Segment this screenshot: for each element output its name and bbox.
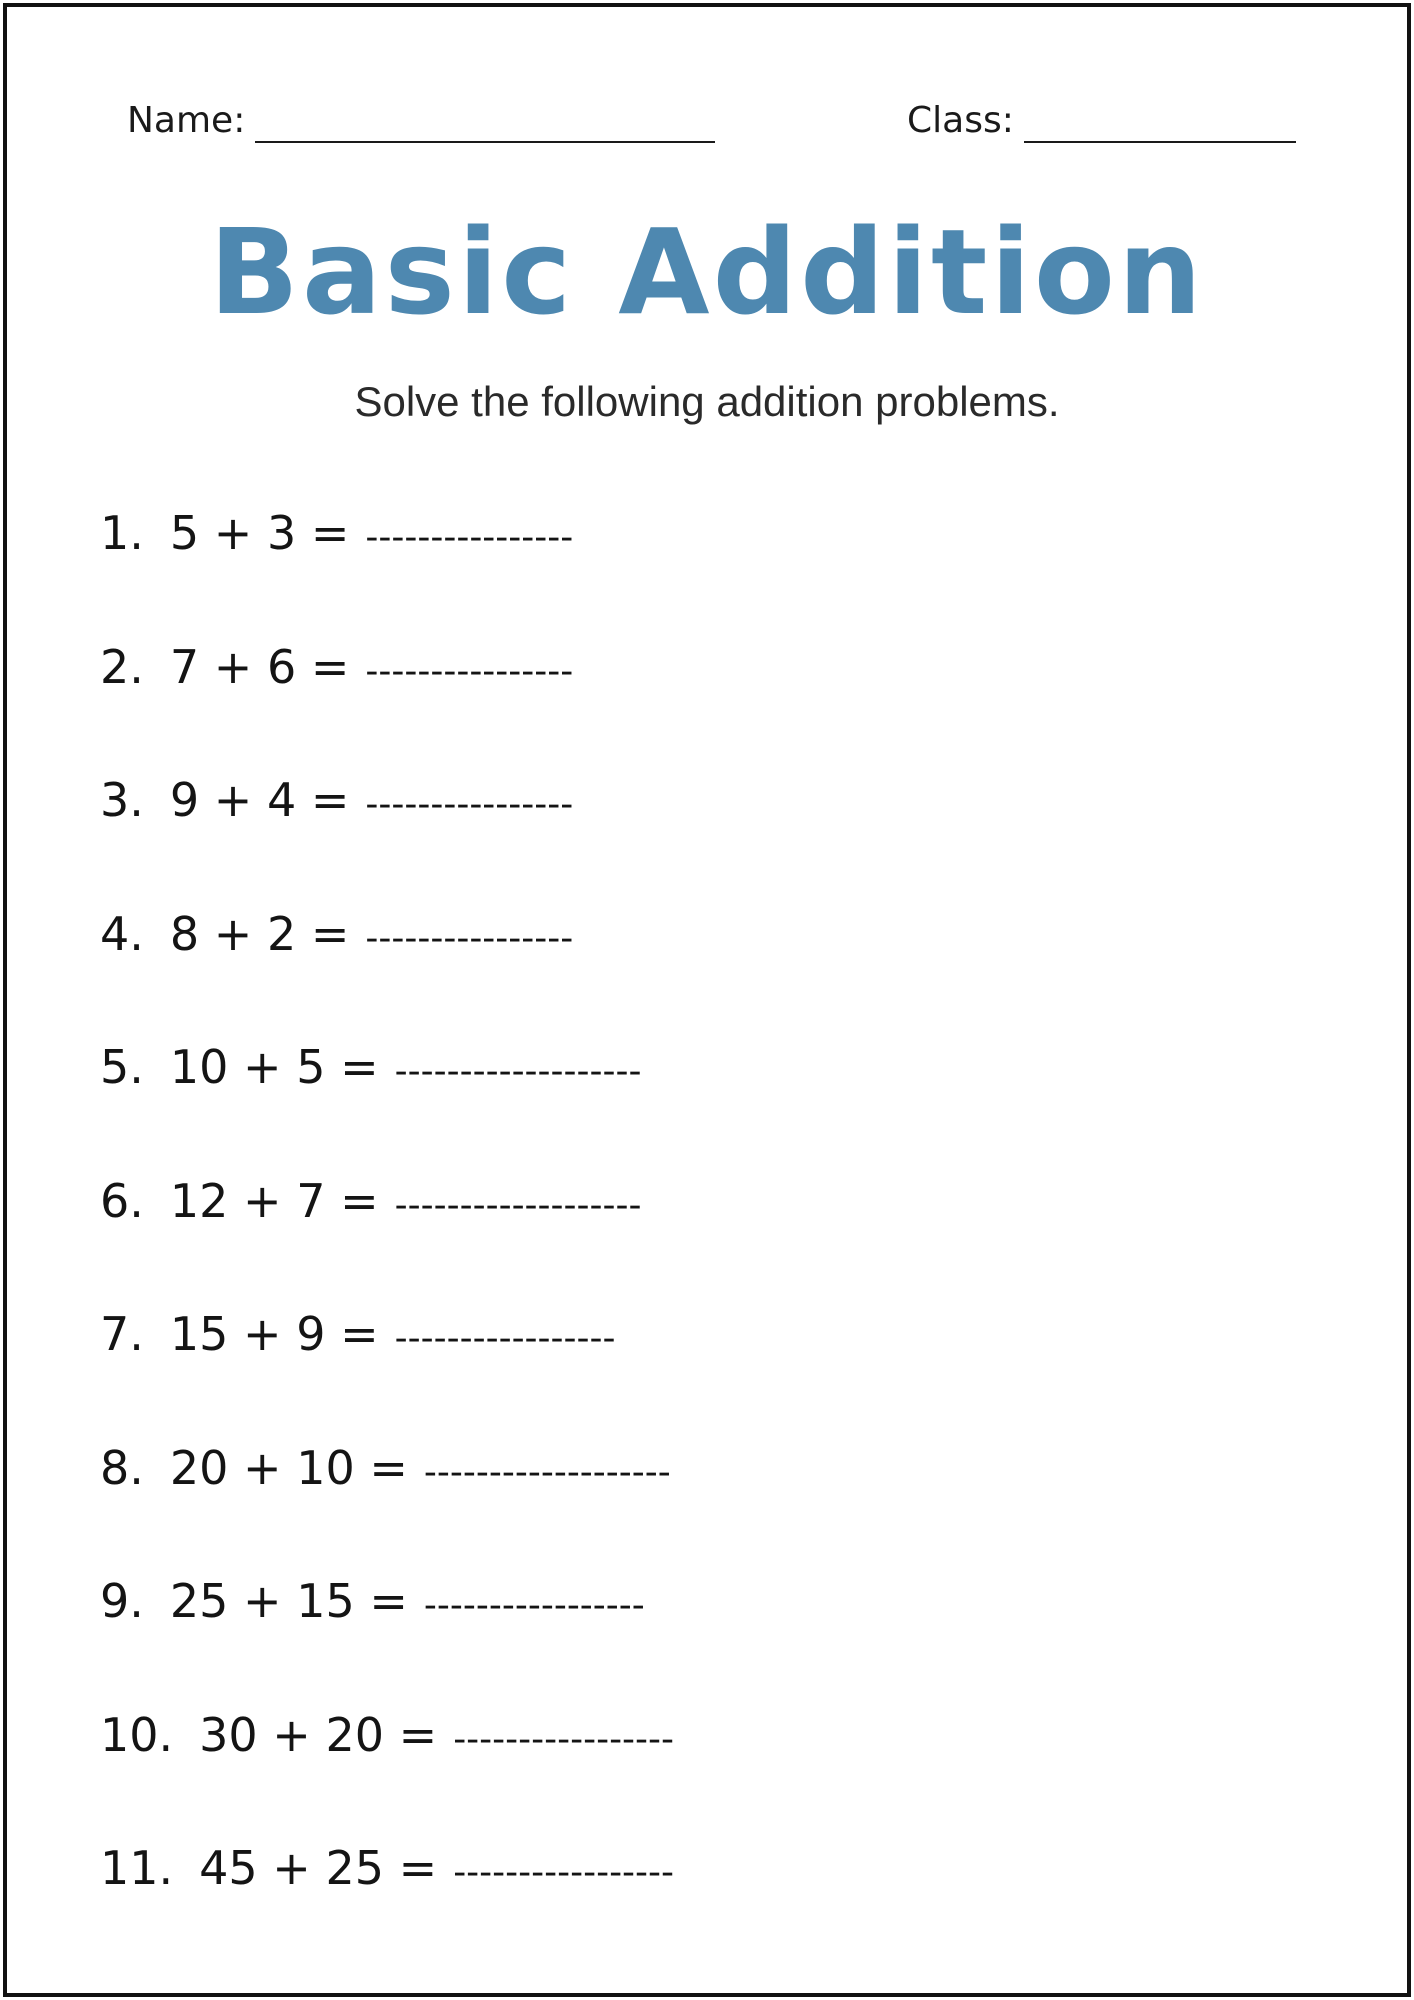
answer-blank: ---------------- (365, 917, 574, 959)
problem-expression: 8 + 2 = (169, 906, 350, 961)
answer-blank: ----------------- (453, 1718, 675, 1760)
problem-number: 8. (100, 1440, 144, 1495)
problem-item (100, 503, 674, 637)
answer-blank: ------------------- (394, 1184, 642, 1226)
problem-number: 9. (100, 1574, 144, 1628)
problem-number: 1. (100, 506, 144, 560)
problem-item (100, 1171, 674, 1305)
name-label: Name: (127, 100, 246, 141)
answer-blank: ---------------- (365, 784, 574, 825)
class-field (907, 99, 1296, 143)
problem-number: 11. (100, 1841, 174, 1895)
problem-item (100, 1438, 674, 1572)
answer-blank: ----------------- (394, 1318, 616, 1359)
problem-expression: 45 + 25 = (199, 1841, 438, 1895)
name-underline (255, 101, 715, 143)
problem-expression: 10 + 5 = (169, 1040, 379, 1094)
worksheet-page (3, 3, 1411, 1997)
problem-list (100, 503, 674, 1972)
student-info-row (7, 99, 1407, 149)
problem-item (100, 1304, 674, 1438)
problem-number: 6. (100, 1173, 144, 1228)
worksheet-instructions: Solve the following addition problems. (354, 378, 1060, 425)
problem-number: 4. (100, 906, 144, 961)
problem-item (100, 904, 674, 1038)
problem-number: 2. (100, 639, 144, 694)
problem-expression: 5 + 3 = (169, 506, 350, 560)
problem-expression: 12 + 7 = (169, 1173, 379, 1228)
problem-item (100, 1838, 674, 1972)
problem-expression: 9 + 4 = (169, 773, 350, 827)
answer-blank: ------------------- (423, 1451, 671, 1493)
problem-expression: 15 + 9 = (169, 1307, 379, 1361)
problem-number: 5. (100, 1040, 144, 1094)
worksheet-title: Basic Addition (209, 203, 1205, 341)
class-label: Class: (907, 100, 1014, 141)
answer-blank: ----------------- (453, 1852, 675, 1893)
class-underline (1024, 101, 1296, 143)
problem-item (100, 1705, 674, 1839)
problem-expression: 20 + 10 = (169, 1440, 408, 1495)
problem-item (100, 1571, 674, 1705)
problem-item (100, 770, 674, 904)
answer-blank: ----------------- (423, 1585, 645, 1626)
answer-blank: ------------------- (394, 1051, 642, 1092)
answer-blank: ---------------- (365, 517, 574, 558)
problem-number: 3. (100, 773, 144, 827)
answer-blank: ---------------- (365, 650, 574, 692)
problem-item (100, 637, 674, 771)
problem-item (100, 1037, 674, 1171)
problem-number: 10. (100, 1707, 174, 1762)
problem-expression: 30 + 20 = (199, 1707, 438, 1762)
name-field (127, 99, 715, 143)
problem-number: 7. (100, 1307, 144, 1361)
problem-expression: 7 + 6 = (169, 639, 350, 694)
problem-expression: 25 + 15 = (169, 1574, 408, 1628)
